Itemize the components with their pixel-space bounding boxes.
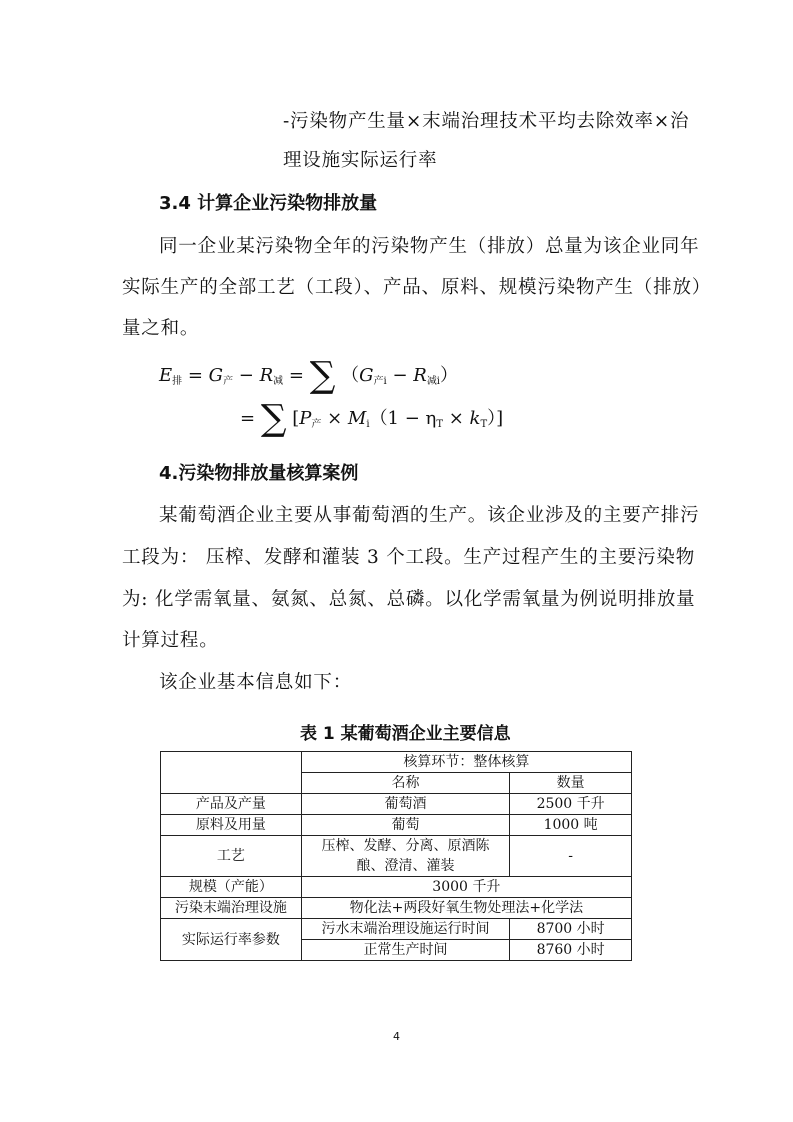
table-cell-name: 葡萄酒 <box>301 794 510 815</box>
sum-symbol: ∑ <box>309 355 336 396</box>
formula-line-2: = ∑ $[P_产 \times M_i(1 - \eta_T \times k_T)]$ <box>240 398 504 439</box>
section-4-heading: 4.污染物排放量核算案例 <box>159 463 359 484</box>
table-cell-name: 葡萄 <box>301 815 510 836</box>
table-cell-qty: - <box>510 836 632 877</box>
section-4-para-line-2: 工段为： 压榨、发酵和灌装 3 个工段。生产过程产生的主要污染物 <box>122 547 696 568</box>
section-3-4-para-line-1: 同一企业某污染物全年的污染物产生（排放）总量为该企业同年 <box>159 236 700 257</box>
sum-symbol: ∑ <box>260 398 287 439</box>
table-cell-qty: 1000 吨 <box>510 815 632 836</box>
table-caption: 表 1 某葡萄酒企业主要信息 <box>300 724 511 744</box>
table-row-label: 原料及用量 <box>161 815 302 836</box>
page-number: 4 <box>393 1030 400 1043</box>
table-corner-cell <box>161 752 302 794</box>
table-row <box>161 794 632 815</box>
table-col-header-name: 名称 <box>301 773 510 794</box>
table-row-label: 污染末端治理设施 <box>161 898 302 919</box>
table-row <box>161 898 632 919</box>
table-row-label: 规模（产能） <box>161 877 302 898</box>
section-3-4-heading: 3.4 计算企业污染物排放量 <box>159 193 378 214</box>
table-row <box>161 752 632 773</box>
section-3-4-para-line-3: 量之和。 <box>122 318 200 339</box>
intro-line-1: -污染物产生量×末端治理技术平均去除效率×治 <box>283 111 690 132</box>
process-line-1: 压榨、发酵、分离、原酒陈 <box>321 838 490 854</box>
table-col-header-qty: 数量 <box>510 773 632 794</box>
table-row <box>161 919 632 940</box>
section-4-para-line-4: 计算过程。 <box>122 630 219 651</box>
section-4-para-line-1: 某葡萄酒企业主要从事葡萄酒的生产。该企业涉及的主要产排污 <box>159 505 700 526</box>
section-3-4-para-line-2: 实际生产的全部工艺（工段）、产品、原料、规模污染物产生（排放） <box>122 277 712 298</box>
section-4-para-line-3: 为: 化学需氧量、氨氮、总氮、总磷。以化学需氧量为例说明排放量 <box>122 589 696 610</box>
table-cell-qty: 2500 千升 <box>510 794 632 815</box>
table-row-label: 产品及产量 <box>161 794 302 815</box>
section-4-lead-in: 该企业基本信息如下： <box>159 672 353 693</box>
table-cell-qty: 8760 小时 <box>510 940 632 961</box>
table-row-label: 实际运行率参数 <box>161 919 302 961</box>
table-cell-name: 正常生产时间 <box>301 940 510 961</box>
table-cell-name <box>301 836 510 877</box>
formula-line-1: $E_排 = G_产 - R_减$ = ∑ $(G_{产i} - R_{减i})$ <box>159 355 459 396</box>
table-row <box>161 815 632 836</box>
table-row <box>161 877 632 898</box>
table-cell-value: 3000 千升 <box>301 877 631 898</box>
table-cell-qty: 8700 小时 <box>510 919 632 940</box>
info-table <box>160 751 632 961</box>
table-cell-name: 污水末端治理设施运行时间 <box>301 919 510 940</box>
intro-line-2: 理设施实际运行率 <box>283 150 438 171</box>
table-row <box>161 836 632 877</box>
process-line-2: 酿、澄清、灌装 <box>356 858 455 874</box>
table-row-label: 工艺 <box>161 836 302 877</box>
table-cell-value: 物化法+两段好氧生物处理法+化学法 <box>301 898 631 919</box>
table-span-header: 核算环节：整体核算 <box>301 752 631 773</box>
